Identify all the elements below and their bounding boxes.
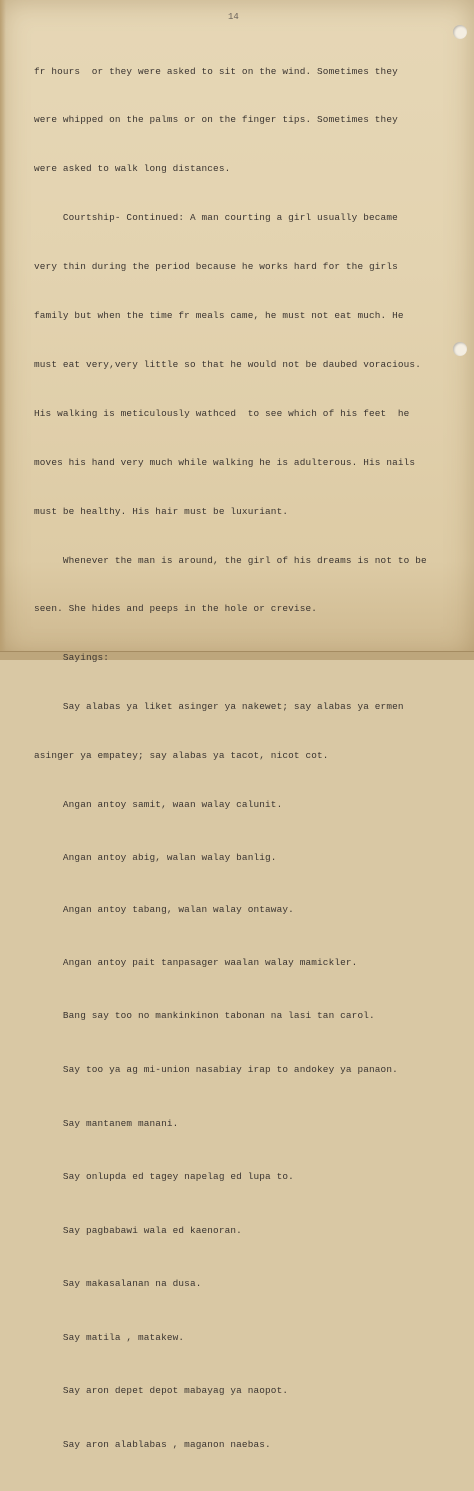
text-line: His walking is meticulously wathced to see which of his feet he: [34, 407, 410, 419]
text-line: Say pagbabawi wala ed kaenoran.: [34, 1224, 242, 1236]
text-line: Say onlupda ed tagey napelag ed lupa to.: [34, 1171, 294, 1183]
text-line: Courtship- Continued: A man courting a girl usually became: [34, 212, 398, 224]
text-line: Angan antoy abig, walan walay banlig.: [34, 851, 277, 863]
text-line: Say mantanem manani.: [34, 1117, 179, 1129]
text-line: were whipped on the palms or on the finger tips. Sometimes they: [34, 114, 398, 126]
text-line: must be healthy. His hair must be luxuriant.: [34, 505, 289, 517]
text-line: Angan antoy samit, waan walay calunit.: [34, 798, 283, 810]
text-line: Say alabas ya liket asinger ya nakewet; say alabas ya ermen: [34, 701, 404, 713]
text-line: Say makasalanan na dusa.: [34, 1278, 202, 1290]
text-line: Bang say too no mankinkinon tabonan na lasi tan carol.: [34, 1010, 375, 1022]
text-line: Say aron alablabas , maganon naebas.: [34, 1439, 271, 1451]
text-line: Angan antoy tabang, walan walay ontaway.: [34, 904, 294, 916]
paper-edge-left: [0, 0, 6, 660]
page-number: 14: [228, 12, 239, 22]
text-line: moves his hand very much while walking he is adulterous. His nails: [34, 456, 416, 468]
text-line: very thin during the period because he works hard for the girls: [34, 261, 398, 273]
text-line: Say aron depet depot mabayag ya naopot.: [34, 1385, 289, 1397]
text-line: seen. She hides and peeps in the hole or crevise.: [34, 603, 318, 615]
text-line: asinger ya empatey; say alabas ya tacot, nicot cot.: [34, 750, 329, 762]
text-line: Say too ya ag mi-union nasabiay irap to andokey ya panaon.: [34, 1063, 398, 1075]
text-line: fr hours or they were asked to sit on the wind. Sometimes they: [34, 65, 398, 77]
text-line: Sayings:: [34, 652, 110, 664]
body-text: [34, 31, 470, 1491]
text-line: were asked to walk long distances.: [34, 163, 231, 175]
text-line: family but when the time fr meals came, he must not eat much. He: [34, 310, 404, 322]
text-line: must eat very,very little so that he would not be daubed voracious.: [34, 358, 421, 370]
text-line: Whenever the man is around, the girl of his dreams is not to be: [34, 554, 427, 566]
text-line: Say matila , matakew.: [34, 1331, 185, 1343]
text-line: Angan antoy pait tanpasager waalan walay mamickler.: [34, 956, 358, 968]
